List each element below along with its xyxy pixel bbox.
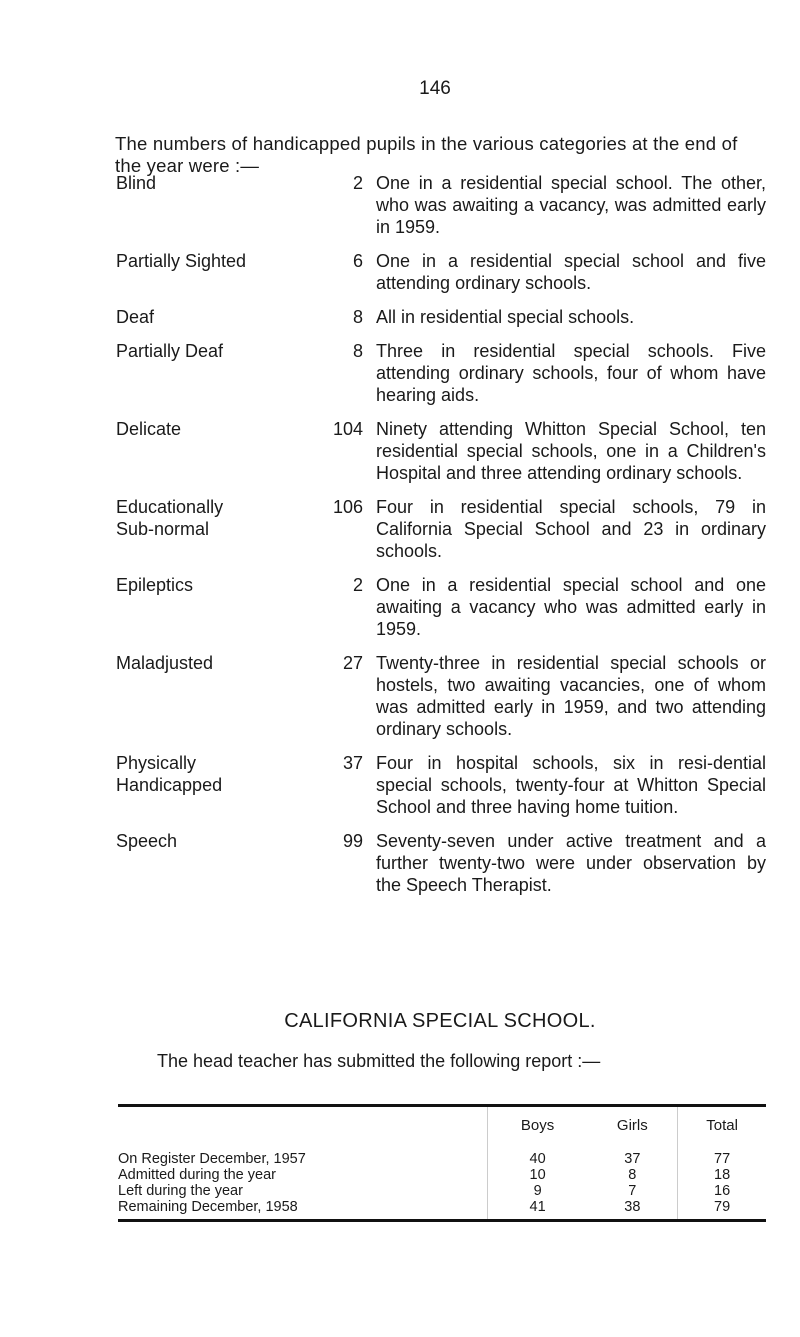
category-description: All in residential special schools. — [376, 307, 635, 327]
category-count: 37 — [342, 753, 363, 773]
category-name: Educationally Sub-normal — [116, 497, 224, 539]
table-row — [118, 1167, 766, 1183]
category-name: Partially Deaf — [116, 341, 224, 361]
row-boys: 9 — [487, 1183, 587, 1199]
category-count: 27 — [342, 653, 363, 673]
row-total: 16 — [678, 1183, 766, 1199]
row-boys: 40 — [487, 1145, 587, 1167]
category-row — [116, 418, 766, 484]
report-table — [118, 1104, 766, 1222]
category-count: 104 — [332, 419, 363, 439]
category-row — [116, 652, 766, 740]
category-description: Four in residential special schools, 79 in California Special School and 23 in ordinary schools. — [376, 497, 766, 561]
category-count: 2 — [352, 173, 363, 193]
category-count: 99 — [342, 831, 363, 851]
category-description: One in a residential special school and five attending ordinary schools. — [376, 251, 766, 293]
row-boys: 41 — [487, 1199, 587, 1221]
category-description: Twenty-three in residential special schools or hostels, two awaiting vacancies, one of whom was admitted early in 1959, and two attending ordinary schools. — [376, 653, 766, 739]
report-intro: The head teacher has submitted the following report :— — [157, 1051, 601, 1071]
row-girls: 7 — [628, 1183, 637, 1199]
category-count: 8 — [352, 307, 363, 327]
category-row — [116, 496, 766, 562]
category-name: Partially Sighted — [116, 251, 247, 271]
row-girls: 8 — [628, 1167, 637, 1183]
category-name: Epileptics — [116, 575, 194, 595]
row-total: 77 — [678, 1145, 766, 1167]
section-title: CALIFORNIA SPECIAL SCHOOL. — [284, 1010, 596, 1032]
category-description: Four in hospital schools, six in resi-dential special schools, twenty-four at Whitton Special School and three having home tuition. — [376, 753, 766, 817]
category-description: One in a residential special school. The other, who was awaiting a vacancy, was admitted early in 1959. — [376, 173, 766, 237]
category-description: One in a residential special school and one awaiting a vacancy who was admitted early in 1959. — [376, 575, 766, 639]
category-list — [116, 172, 766, 896]
category-description: Three in residential special schools. Five attending ordinary schools, four of whom have hearing aids. — [376, 341, 766, 405]
table-row — [118, 1183, 766, 1199]
row-label: Left during the year — [118, 1183, 243, 1199]
header-girls: Girls — [616, 1117, 648, 1134]
row-label: Admitted during the year — [118, 1167, 276, 1183]
row-boys: 10 — [487, 1167, 587, 1183]
row-total: 18 — [678, 1167, 766, 1183]
table-row — [118, 1199, 766, 1221]
header-total: Total — [678, 1106, 766, 1146]
category-description: Ninety attending Whitton Special School, ten residential special schools, one in a Children's Hospital and three attending ordinary schools. — [376, 419, 766, 483]
category-description: Seventy-seven under active treatment and a further twenty-two were under observation by the Speech Therapist. — [376, 831, 766, 895]
category-count: 2 — [352, 575, 363, 595]
category-name: Deaf — [116, 307, 155, 327]
category-name: Delicate — [116, 419, 182, 439]
category-row — [116, 172, 766, 238]
table-header-row — [118, 1106, 766, 1146]
intro-paragraph: The numbers of handicapped pupils in the various categories at the end of the year were :— — [115, 133, 738, 176]
category-row — [116, 830, 766, 896]
category-name: Blind — [116, 173, 157, 193]
category-count: 8 — [352, 341, 363, 361]
category-row — [116, 574, 766, 640]
category-row — [116, 752, 766, 818]
header-boys: Boys — [487, 1106, 587, 1146]
row-girls: 38 — [624, 1199, 641, 1215]
category-row — [116, 306, 766, 328]
category-row — [116, 340, 766, 406]
row-total: 79 — [678, 1199, 766, 1221]
header-label — [118, 1106, 487, 1146]
row-label: Remaining December, 1958 — [118, 1199, 298, 1215]
table-row — [118, 1145, 766, 1167]
category-count: 106 — [332, 497, 363, 517]
category-name: Maladjusted — [116, 653, 214, 673]
category-name: Speech — [116, 831, 178, 851]
category-row — [116, 250, 766, 294]
category-name: Physically Handicapped — [116, 753, 223, 795]
row-girls: 37 — [624, 1151, 641, 1167]
page-number: 146 — [419, 78, 451, 99]
row-label: On Register December, 1957 — [118, 1151, 306, 1167]
category-count: 6 — [352, 251, 363, 271]
